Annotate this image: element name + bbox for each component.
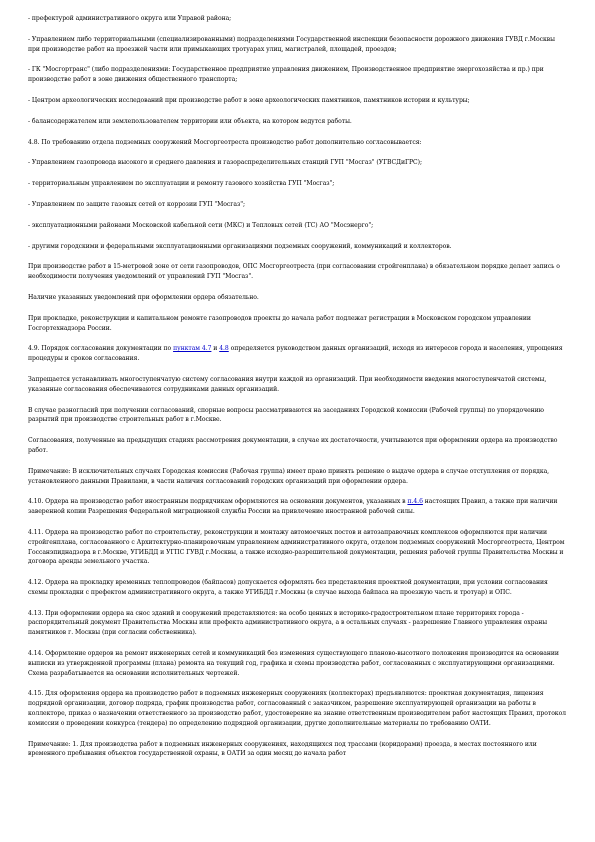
paragraph-gibdd: - Управлением либо территориальными (специализированными) подразделениями Государственной инспекции безопасности дорожного движения ГУВД г.Москвы при производстве работ на проезжей части или примыкающих тротуарах улиц, магистралей, площадей, проездов;	[28, 35, 555, 53]
paragraph-4-12: 4.12. Ордера на прокладку временных теплопроводов (байпасов) допускается оформлять без представления проектной документации, при условии согласования схемы прокладки с префектом административного округа, а также УГИБДД г.Москвы (в случае выхода байпаса на проезжую часть и тротуар) и ОПС.	[28, 579, 548, 596]
paragraph-4-8: 4.8. По требованию отдела подземных сооружений Мосгоргеотреста производство работ дополнительно согласовывается:	[28, 138, 422, 146]
paragraph-4-9-text-b: и	[211, 345, 220, 353]
paragraph-note-commission: Примечание: В исключительных случаях Городская комиссия (Рабочая группа) имеет право принять решение о выдаче ордера в случае отступления от порядка, установленного данными Правилами, в части наличия согласований городских организаций при оформлении ордера.	[28, 467, 550, 485]
paragraph-4-10-text-b: настоящих Правил, а также при наличии заверенной копии Разрешения Федеральной миграционной службы России на привлечение иностранной рабочей силы.	[28, 498, 558, 516]
paragraph-mks: - эксплуатационными районами Московской кабельной сети (МКС) и Тепловых сетей (ТС) АО "Мосэнерго";	[28, 221, 374, 229]
paragraph-disagreements: В случае разногласий при получении согласований, спорные вопросы рассматриваются на заседаниях Городской комиссии (Рабочей группы) по упорядочению разрытий при производстве строительных работ в г.Москве.	[28, 406, 544, 424]
paragraph-archaeology: - Центром археологических исследований при производстве работ в зоне археологических памятников, памятников истории и культуры;	[28, 96, 470, 104]
paragraph-4-11: 4.11. Ордера на производство работ по строительству, реконструкции и монтажу автомоечных постов и автозаправочных комплексов оформляются при наличии стройгенплана, согласованного с Архитектурно-планировочным управлением административного округа, отделом подземных сооружений Мосгоргеотреста, Центром Госсанэпиднадзора в г.Москве, УГИБДД и УГПС ГУВД г.Москвы, а также исходно-разрешительной документации, решения рабочей группы Правительства Москвы и договора аренды земельного участка.	[28, 528, 565, 566]
paragraph-4-14: 4.14. Оформление ордеров на ремонт инженерных сетей и коммуникаций без изменения существующего планово-высотного положения производится на основании выписки из утвержденной программы (плана) ремонта на текущий год, графика и схемы производства работ, согласованных с эксплуатирующими организациями. Схема разрабатывается на основании исполнительных чертежей.	[28, 650, 559, 677]
paragraph-prefecture: - префектурой административного округа или Управой района;	[28, 15, 232, 22]
paragraph-multistage: Запрещается устанавливать многоступенчатую систему согласования внутри каждой из организаций. При необходимости введения многоступенчатой системы, указанные согласования обеспечиваются сотрудниками данных организаций.	[28, 375, 547, 393]
link-point-4-6[interactable]: п.4.6	[407, 498, 423, 506]
paragraph-corrosion: - Управлением по защите газовых сетей от коррозии ГУП "Мосгаз";	[28, 200, 246, 208]
paragraph-4-9-text-a: 4.9. Порядок согласования документации по	[28, 345, 174, 353]
paragraph-4-15: 4.15. Для оформления ордера на производство работ в подземных инженерных сооружениях (коллекторах) предъявляются: проектная документация, лицензия подрядной организации, договор подряда, график производства работ, согласованный с заказчиком, разрешение эксплуатирующей организации на работы в коллекторе, приказ о назначении ответственного за производство работ, удостоверение на знание ответственным производителем работ настоящих Правил, протокол комиссии о проведении конкурса (тендера) по определению подрядной организации, другие дополнительные материалы по требованию ОАТИ.	[28, 690, 567, 727]
paragraph-other-orgs: - другими городскими и федеральными эксплуатационными организациями подземных сооружений, коммуникаций и коллекторов.	[28, 242, 452, 250]
document-page	[28, 14, 568, 770]
paragraph-4-9	[28, 344, 568, 364]
paragraph-ugvsd: - Управлением газопровода высокого и среднего давления и газораспределительных станций ГУП "Мосгаз" (УГВСДиГРС);	[28, 159, 422, 167]
paragraph-4-10-text-a: 4.10. Ордера на производство работ иностранным подрядчикам оформляются на основании документов, указанных в	[28, 498, 408, 506]
paragraph-4-13: 4.13. При оформлении ордера на снос зданий и сооружений представляются: на особо ценных в историко-градостроительном плане территориях города - распорядительный документ Правительства Москвы или префекта административного округа, а в остальных случаях - разрешение Главного управления охраны памятников г. Москвы (при согласии собственника).	[28, 609, 548, 637]
paragraph-mosgortrans: - ГК "Мосгортранс" (либо подразделениями: Государственное предприятие управления движением, Производственное предприятие энергохозяйства и пр.) при производстве работ в зоне движения общественного транспорта;	[28, 66, 544, 84]
paragraph-notifications: Наличие указанных уведомлений при оформлении ордера обязательно.	[28, 293, 259, 301]
paragraph-4-10	[28, 497, 568, 517]
paragraph-4-9-text-c: определяется руководством данных организаций, исходя из интересов города и населения, упрощения процедуры и сроков согласования.	[28, 345, 563, 363]
paragraph-gosgortekhnadzor: При прокладке, реконструкции и капитальном ремонте газопроводов проекты до начала работ подлежат регистрации в Московском городском управлении Госгортехнадзора России.	[28, 314, 531, 332]
paragraph-territorial-gas: - территориальным управлением по эксплуатации и ремонту газового хозяйства ГУП "Мосгаз";	[28, 180, 335, 188]
paragraph-note-collectors: Примечание: 1. Для производства работ в подземных инженерных сооружениях, находящихся под трассами (коридорами) проезда, в местах постоянного или временного пребывания объектов государственной охраны, в ОАТИ за один месяц до начала работ	[28, 740, 537, 758]
paragraph-15m-zone: При производстве работ в 15-метровой зоне от сети газопроводов, ОПС Мосгоргеотреста (при согласовании стройгенплана) в обязательном порядке делает запись о необходимости получения уведомлений от управлений ГУП "Мосгаз".	[28, 263, 560, 281]
link-points-4-7[interactable]: пунктам 4.7	[173, 345, 212, 353]
link-point-4-8[interactable]: 4.8	[219, 345, 229, 353]
paragraph-balance-holder: - балансодержателем или землепользователем территории или объекта, на котором ведутся работы.	[28, 117, 352, 125]
paragraph-previous-approvals: Согласования, полученные на предыдущих стадиях рассмотрения документации, в случае их достаточности, учитываются при оформлении ордера на производство работ.	[28, 437, 558, 454]
